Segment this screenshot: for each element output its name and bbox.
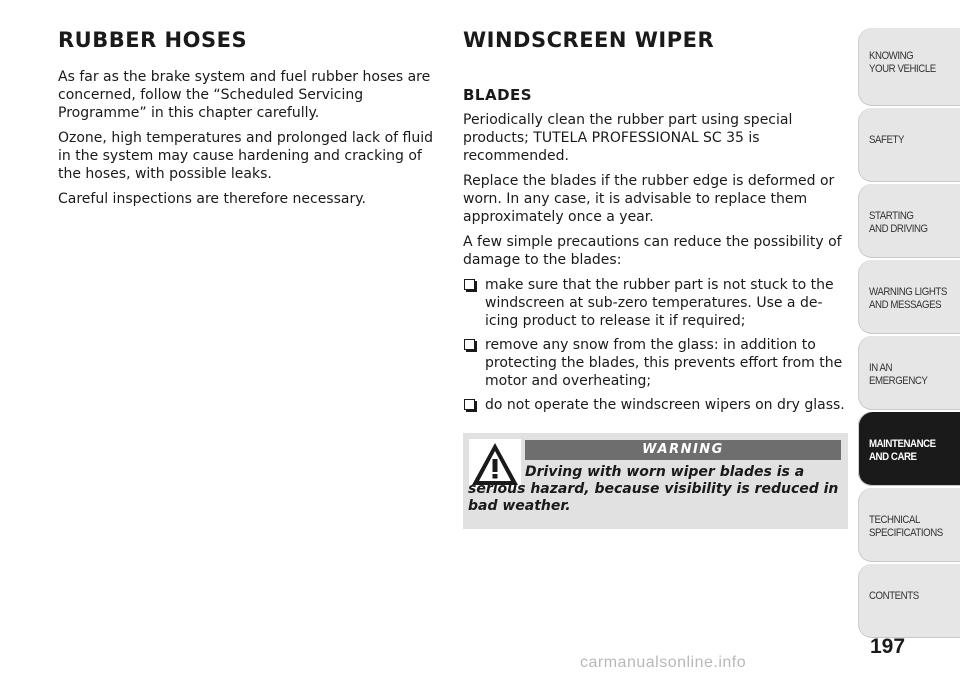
warning-box (463, 433, 848, 529)
rubber-hoses-paragraph: As far as the brake system and fuel rubber hoses are concerned, follow the “Scheduled Servicing Programme” in this chapter carefully. (58, 69, 431, 121)
windscreen-wiper-title: WINDSCREEN WIPER (463, 28, 715, 52)
warning-text: Driving with worn wiper blades is a serious hazard, because visibility is reduced in bad weather. (468, 464, 839, 514)
checkbox-bullet-icon (464, 399, 475, 410)
tab-safety[interactable]: SAFETY (858, 108, 960, 182)
wiper-paragraph: Periodically clean the rubber part using special products; TUTELA PROFESSIONAL SC 35 is recommended. (463, 112, 793, 164)
warning-label: WARNING (525, 440, 841, 460)
list-item: make sure that the rubber part is not stuck to the windscreen at sub-zero temperatures. Use a de-icing product to release it if required; (463, 276, 848, 330)
list-item: do not operate the windscreen wipers on dry glass. (463, 396, 848, 414)
tab-starting-and-driving[interactable]: STARTING AND DRIVING (858, 184, 960, 258)
rubber-hoses-paragraph: Ozone, high temperatures and prolonged lack of fluid in the system may cause hardening and cracking of the hoses, with possible leaks. (58, 130, 434, 182)
checkbox-bullet-icon (464, 279, 475, 290)
wiper-paragraph: A few simple precautions can reduce the possibility of damage to the blades: (463, 234, 842, 268)
list-item: remove any snow from the glass: in addition to protecting the blades, this prevents effort from the motor and overheating; (463, 336, 848, 390)
windscreen-wiper-section (463, 28, 848, 420)
tab-contents[interactable]: CONTENTS (858, 564, 960, 638)
chapter-tabs (858, 28, 960, 640)
tab-knowing-your-vehicle[interactable]: KNOWING YOUR VEHICLE (858, 28, 960, 106)
rubber-hoses-section (58, 28, 440, 215)
tab-in-an-emergency[interactable]: IN AN EMERGENCY (858, 336, 960, 410)
blades-subtitle: BLADES (463, 86, 533, 104)
rubber-hoses-paragraph: Careful inspections are therefore necessary. (58, 191, 366, 207)
watermark: carmanualsonline.info (580, 654, 747, 671)
rubber-hoses-title: RUBBER HOSES (58, 28, 248, 52)
precautions-list (463, 276, 848, 414)
tab-warning-lights[interactable]: WARNING LIGHTS AND MESSAGES (858, 260, 960, 334)
tab-maintenance-and-care[interactable]: MAINTENANCE AND CARE (858, 412, 960, 486)
page-number: 197 (870, 635, 906, 658)
tab-technical-specifications[interactable]: TECHNICAL SPECIFICATIONS (858, 488, 960, 562)
wiper-paragraph: Replace the blades if the rubber edge is deformed or worn. In any case, it is advisable to replace them approximately once a year. (463, 173, 835, 225)
checkbox-bullet-icon (464, 339, 475, 350)
